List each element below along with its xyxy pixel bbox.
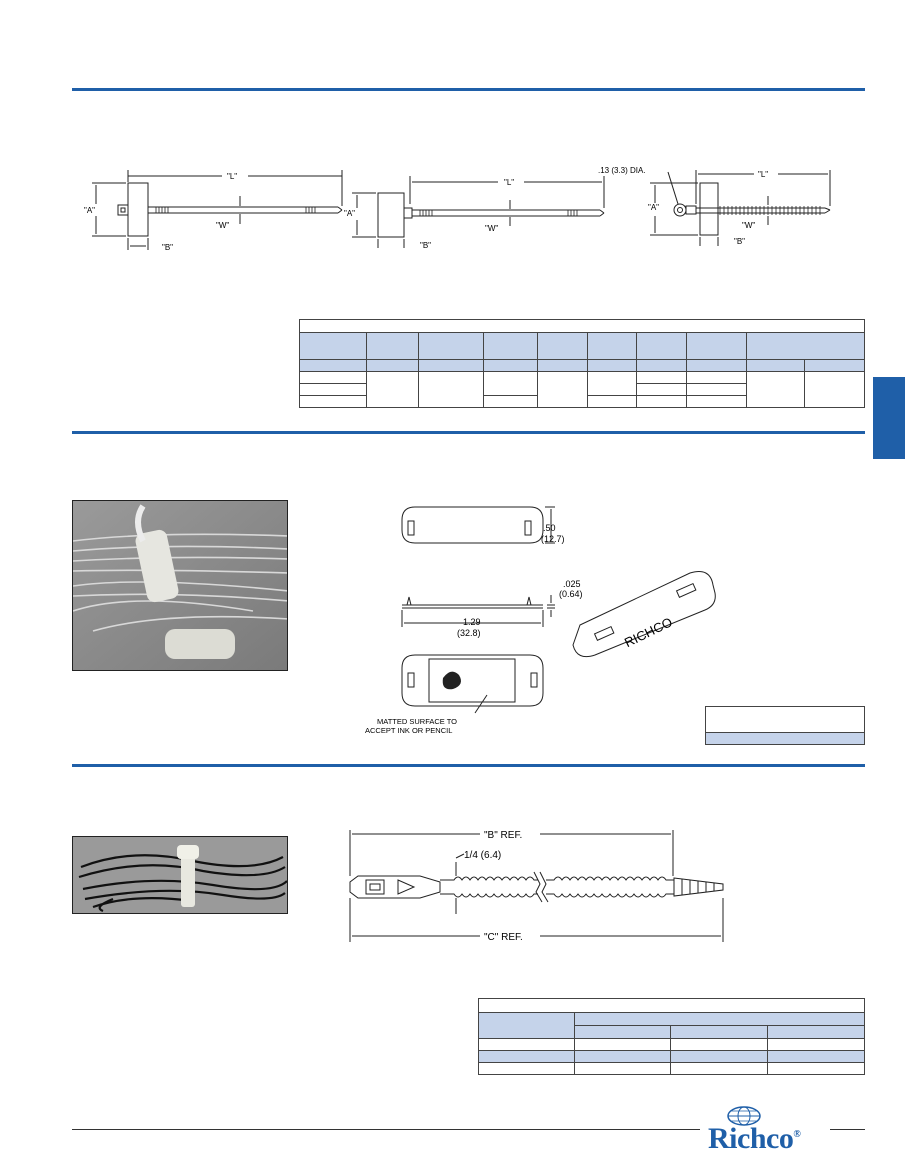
marker-plate-diagram	[355, 495, 735, 745]
strap-spec-table	[478, 998, 865, 1075]
logo-registered-mark: ®	[793, 1129, 801, 1140]
section-rule-lower	[72, 764, 865, 767]
strap-c-ref-label: "C" REF.	[484, 932, 523, 943]
footer-rule-right	[830, 1129, 865, 1130]
plate-bottom-view	[402, 655, 543, 706]
tie1-w-label: "W"	[216, 221, 230, 230]
tie3-w-label: "W"	[742, 221, 756, 230]
plate-length-mm-label: (32.8)	[457, 628, 481, 638]
plate-isometric-view	[573, 572, 715, 657]
plate-spec-table	[705, 706, 865, 745]
tie1-head	[118, 205, 128, 215]
tie3-eyelet	[674, 204, 686, 216]
plate-length-label: 1.29	[463, 617, 481, 627]
tie1-b-label: "B"	[162, 243, 174, 252]
tie3-tag	[700, 183, 718, 235]
strap-head	[350, 876, 440, 898]
tie3-dia-label: .13 (3.3) DIA.	[598, 166, 646, 175]
tie1-l-label: "L"	[227, 172, 238, 181]
tie2-head	[404, 208, 412, 218]
strap-diagram	[340, 826, 740, 946]
tie1-a-label: "A"	[84, 206, 96, 215]
plate-brand-text: RICHCO	[622, 614, 675, 651]
plate-height-mm-label: (12.7)	[541, 534, 565, 544]
plate-note-line2: ACCEPT INK OR PENCIL	[365, 726, 453, 735]
tie2-l-label: "L"	[504, 178, 515, 187]
strap-b-ref-label: "B" REF.	[484, 830, 523, 841]
tie2-a-label: "A"	[344, 209, 356, 218]
tie2-b-label: "B"	[420, 241, 432, 250]
footer-rule	[72, 1129, 700, 1130]
matted-surface-mark	[443, 672, 461, 690]
tie2-w-label: "W"	[485, 224, 499, 233]
tag-product-photo	[72, 500, 288, 671]
plate-thickness-mm-label: (0.64)	[559, 589, 583, 599]
side-index-tab	[873, 377, 905, 459]
tie-diagrams	[80, 158, 870, 258]
section-rule-top	[72, 88, 865, 91]
strap-width-label: 1/4 (6.4)	[464, 850, 502, 861]
strap-product-photo	[72, 836, 288, 914]
tie1-tag	[128, 183, 148, 236]
section-rule-middle	[72, 431, 865, 434]
tie-spec-table	[299, 319, 865, 408]
logo-name: Richco	[708, 1122, 794, 1155]
richco-logo	[708, 1122, 800, 1156]
plate-top-view	[402, 507, 543, 543]
tie2-tag	[378, 193, 404, 237]
tie3-b-label: "B"	[734, 237, 746, 246]
plate-thickness-label: .025	[563, 579, 581, 589]
tie3-a-label: "A"	[648, 203, 660, 212]
tie3-l-label: "L"	[758, 170, 769, 179]
plate-height-label: .50	[543, 523, 556, 533]
plate-note-line1: MATTED SURFACE TO	[377, 717, 458, 726]
